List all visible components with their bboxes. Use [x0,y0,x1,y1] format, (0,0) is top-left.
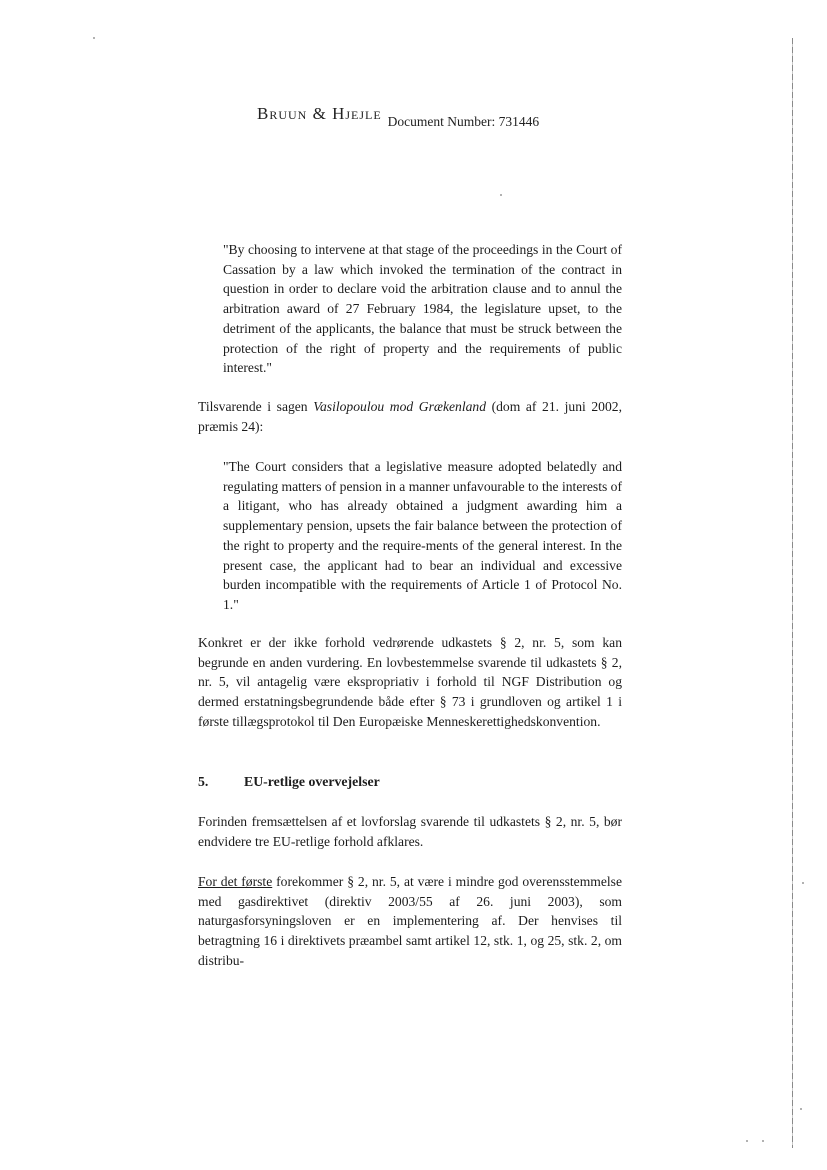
intro-text-before: Tilsvarende i sagen [198,399,314,414]
section-number: 5. [198,774,209,789]
document-number-value: 731446 [498,114,540,129]
scan-speck [746,1140,748,1142]
document-number-label: Document Number: [387,114,496,129]
firm-name: Bruun & Hjejle [257,104,382,123]
document-number [388,114,539,129]
section-heading [198,774,380,790]
scan-edge-line [792,38,793,1148]
section-title: EU-retlige overvejelser [244,774,380,789]
paragraph-body: forekommer § 2, nr. 5, at være i mindre god overensstemmelse med gasdirektivet (direktiv 2003/55 af 26. juni 2003), som naturgasforsyningsloven er en implementering af. Der henvises til betragtning 16 i direktivets præambel samt artikel 12, stk. 1, og 25, stk. 2, om distribu- [198,874,622,968]
block-quote-1: "By choosing to intervene at that stage of the proceedings in the Court of Cassation by a law which invoked the termination of the contract in question in order to declare void the arbitration clause and to annul the arbitration award of 27 February 1984, the legislature upset, to the detriment of the applicants, the balance that must be struck between the protection of the right of property and the requirements of public interest." [223,242,622,376]
scan-speck [93,37,95,39]
paragraph-forinden: Forinden fremsættelsen af et lovforslag svarende til udkastets § 2, nr. 5, bør endvidere tre EU-retlige forhold afklares. [198,814,622,849]
paragraph-case-intro [198,397,622,436]
underlined-lead: For det første [198,874,273,889]
intro-text-after: (dom af 21. juni 2002, præmis 24): [198,399,622,434]
document-header [257,104,540,129]
scan-speck [800,1108,802,1110]
paragraph-for-det-forste [198,872,622,971]
block-quote-2: "The Court considers that a legislative measure adopted belatedly and regulating matters of pension in a manner unfavourable to the interests of a litigant, who has already obtained a judgment awarding him a supplementary pension, upsets the fair balance between the protection of the right to property and the require-ments of the general interest. In the present case, the applicant had to bear an individual and excessive burden incompatible with the requirements of Article 1 of Protocol No. 1." [223,459,623,612]
scan-speck [500,194,502,196]
paragraph-konkret: Konkret er der ikke forhold vedrørende udkastets § 2, nr. 5, som kan begrunde en anden vurdering. En lovbestemmelse svarende til udkastets § 2, nr. 5, vil antagelig være ekspropriativ i forhold til NGF Distribution og dermed erstatningsbegrundende både efter § 73 i grundloven og artikel 1 i første tillægsprotokol til Den Europæiske Menneskerettighedskonvention. [198,635,622,729]
case-name: Vasilopoulou mod Grækenland [313,399,487,414]
scan-speck [802,882,804,884]
scan-speck [762,1140,764,1142]
